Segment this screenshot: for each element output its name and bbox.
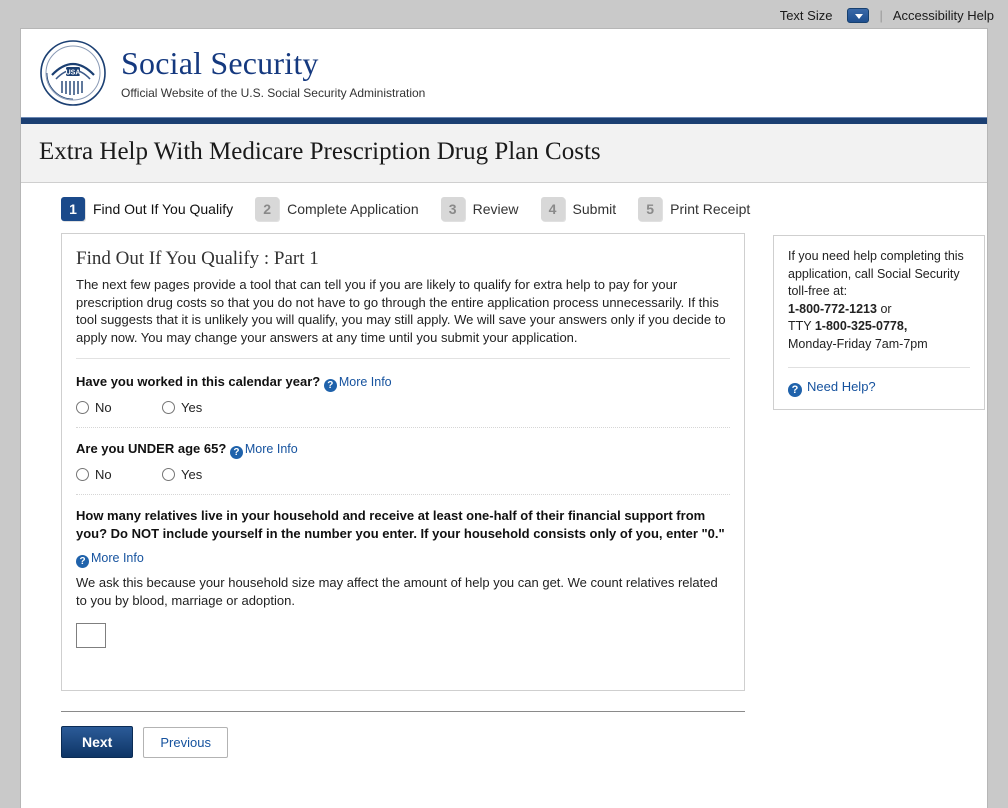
radio-input-age-yes[interactable] — [162, 468, 175, 481]
step-5-print-receipt[interactable] — [638, 197, 750, 221]
help-phone-tty: 1-800-325-0778, — [814, 319, 908, 333]
radio-input-worked-no[interactable] — [76, 401, 89, 414]
radio-label: Yes — [181, 467, 203, 483]
text-size-label[interactable]: Text Size — [779, 7, 833, 23]
step-3-review[interactable] — [441, 197, 519, 221]
footer-divider — [61, 711, 745, 712]
step-number: 2 — [255, 197, 279, 221]
chevron-down-icon[interactable] — [847, 8, 869, 23]
step-label: Review — [472, 201, 519, 217]
svg-text:USA: USA — [65, 69, 81, 77]
step-number: 4 — [541, 197, 565, 221]
need-help-label: Need Help? — [807, 379, 876, 394]
more-info-label: More Info — [91, 551, 144, 566]
radio-age-yes[interactable] — [162, 467, 248, 482]
previous-button[interactable]: Previous — [143, 727, 228, 758]
form-actions — [61, 726, 987, 758]
question-text: Have you worked in this calendar year? — [76, 374, 321, 390]
radio-worked-yes[interactable] — [162, 400, 248, 415]
radio-group-worked — [76, 400, 730, 415]
radio-label: No — [95, 467, 112, 483]
question-mark-icon: ? — [788, 383, 802, 397]
radio-label: No — [95, 400, 112, 416]
radio-input-age-no[interactable] — [76, 468, 89, 481]
site-subtitle: Official Website of the U.S. Social Security Administration — [121, 85, 426, 100]
panel-heading: Find Out If You Qualify : Part 1 — [76, 248, 319, 269]
next-button[interactable]: Next — [61, 726, 133, 758]
question-mark-icon: ? — [76, 555, 89, 568]
help-divider — [788, 367, 970, 368]
content-area — [21, 233, 987, 691]
page-title: Extra Help With Medicare Prescription Drug Plan Costs — [39, 138, 601, 165]
utility-bar — [0, 0, 1008, 30]
more-info-link-worked[interactable] — [324, 375, 392, 392]
question-under-age-65 — [76, 440, 730, 495]
question-worked-this-year — [76, 373, 730, 428]
more-info-label: More Info — [244, 442, 298, 457]
accessibility-help-link[interactable]: Accessibility Help — [892, 7, 994, 23]
site-header — [21, 29, 987, 117]
ssa-seal-icon — [39, 39, 107, 107]
step-label: Print Receipt — [670, 201, 751, 217]
radio-label: Yes — [181, 400, 203, 416]
step-label: Complete Application — [287, 201, 419, 217]
need-help-link[interactable] — [788, 379, 876, 394]
help-hours: Monday-Friday 7am-7pm — [788, 336, 928, 351]
household-description: We ask this because your household size may affect the amount of help you can get. We count relatives related to you by blood, marriage or adoption. — [76, 575, 718, 608]
panel-intro-text: The next few pages provide a tool that can tell you if you are likely to qualify for extra help to pay for your prescription drug costs so that you do not have to go through the entire application process unnecessarily. If this tool suggests that it is unlikely you will qualify, you may still apply. We will save your answers only if you decide to apply now. You may change your answers at any time until you submit your application. — [76, 276, 730, 359]
step-label: Submit — [572, 201, 617, 217]
contact-help-box — [773, 235, 985, 410]
radio-worked-no[interactable] — [76, 400, 162, 415]
help-tty-prefix: TTY — [788, 319, 815, 333]
help-intro-text: If you need help completing this application, call Social Security toll-free at: — [788, 249, 964, 298]
step-label: Find Out If You Qualify — [93, 201, 234, 217]
radio-age-no[interactable] — [76, 467, 162, 482]
step-number: 5 — [638, 197, 662, 221]
step-progress-bar — [21, 183, 987, 233]
site-title: Social Security — [121, 44, 319, 81]
radio-group-age — [76, 467, 730, 482]
step-number: 3 — [441, 197, 465, 221]
question-mark-icon: ? — [324, 379, 337, 392]
help-phone-voice: 1-800-772-1213 — [788, 301, 877, 316]
main-column — [61, 233, 745, 691]
header-divider — [21, 117, 987, 124]
utility-separator: | — [879, 7, 883, 23]
more-info-link-household[interactable] — [76, 551, 144, 568]
household-size-input[interactable] — [76, 623, 106, 648]
question-mark-icon: ? — [230, 446, 243, 459]
page-title-band — [21, 124, 987, 183]
step-4-submit[interactable] — [541, 197, 617, 221]
more-info-label: More Info — [338, 375, 392, 390]
more-info-link-age[interactable] — [230, 442, 298, 459]
help-or-text: or — [876, 301, 892, 316]
qualify-panel — [61, 233, 745, 691]
step-number: 1 — [61, 197, 85, 221]
question-household-size — [76, 507, 730, 660]
question-text: Are you UNDER age 65? — [76, 441, 227, 457]
radio-input-worked-yes[interactable] — [162, 401, 175, 414]
household-question-text: How many relatives live in your household and receive at least one-half of their financial support from you? Do NOT include yourself in the number you enter. If your household consists only of you, enter "0." — [76, 508, 725, 541]
side-column — [773, 233, 985, 691]
page-frame — [20, 28, 988, 808]
step-1-find-out-if-you-qualify[interactable] — [61, 197, 233, 221]
step-2-complete-application[interactable] — [255, 197, 419, 221]
